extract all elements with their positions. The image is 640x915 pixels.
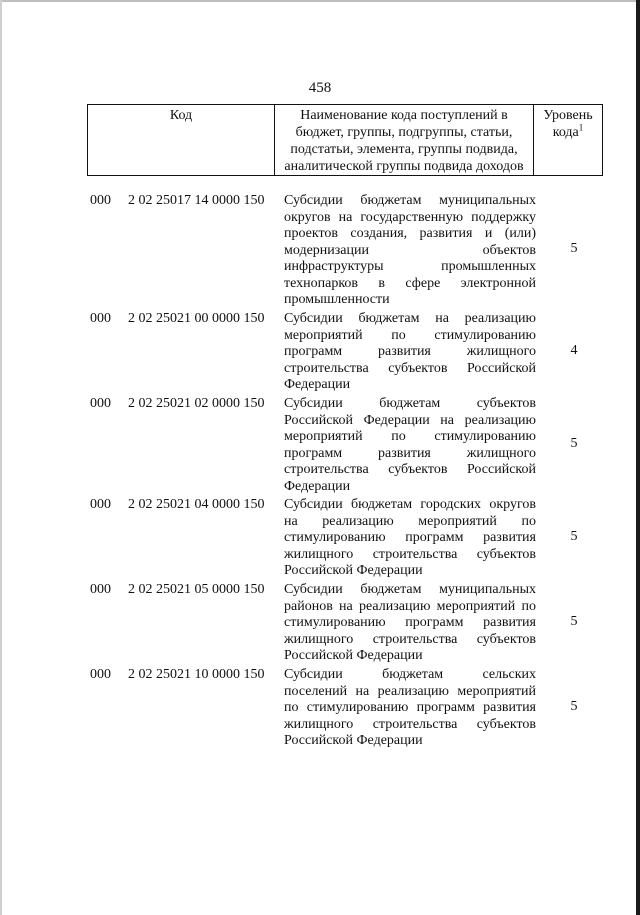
scan-edge-left: [0, 0, 2, 915]
income-name: [284, 193, 536, 309]
code-level: 5: [570, 614, 578, 629]
header-level-line2: кода: [552, 125, 579, 140]
income-name-line: программ развития жилищного: [284, 344, 536, 359]
income-code: 2 02 25021 10 0000 150: [128, 667, 265, 682]
code-level: 5: [570, 699, 578, 714]
header-level-cell: [534, 105, 603, 176]
income-name-line: мероприятий по стимулированию: [284, 429, 536, 444]
income-name-line: мероприятий по стимулированию: [284, 327, 536, 343]
income-name-line: Российской Федерации на реализацию: [284, 412, 536, 428]
income-name-line: поселений на реализацию мероприятий: [284, 683, 536, 699]
scan-edge-top: [0, 0, 640, 2]
income-name-line: стимулированию программ развития: [284, 530, 536, 545]
income-name-line: Субсидии бюджетам муниципальных: [284, 582, 536, 597]
income-name-line: Федерации: [284, 478, 351, 494]
header-code-label: Код: [169, 108, 193, 123]
income-code: 2 02 25017 14 0000 150: [128, 193, 265, 208]
income-name: [284, 497, 536, 580]
admin-code: 000: [90, 582, 111, 597]
income-name: [284, 311, 536, 394]
admin-code: 000: [90, 311, 111, 326]
page-number: 458: [308, 80, 332, 96]
income-code: 2 02 25021 04 0000 150: [128, 497, 265, 512]
income-name-line: проектов создания, развития и (или): [284, 226, 536, 241]
income-name-line: Федерации: [284, 377, 351, 392]
income-name-line: на реализацию мероприятий по: [284, 513, 536, 529]
income-name-line: Субсидии бюджетам сельских: [284, 667, 536, 682]
header-name-line: подстатьи, элемента, группы подвида,: [290, 142, 518, 157]
income-code: 2 02 25021 00 0000 150: [128, 311, 265, 326]
code-level: 5: [570, 529, 578, 544]
income-name-line: жилищного строительства субъектов: [284, 631, 536, 647]
header-code-cell: [88, 105, 275, 176]
income-name-line: районов на реализацию мероприятий по: [284, 598, 536, 614]
income-name-line: по стимулированию программ развития: [284, 700, 536, 715]
code-level: 4: [570, 343, 578, 358]
income-name-line: строительства субъектов Российской: [284, 360, 536, 376]
income-name-line: жилищного строительства субъектов: [284, 546, 536, 562]
income-name-line: Субсидии бюджетам субъектов: [284, 396, 536, 411]
income-name-line: технопарков в сфере электронной: [284, 275, 536, 291]
income-name-line: жилищного строительства субъектов: [284, 716, 536, 732]
income-name-line: программ развития жилищного: [284, 445, 536, 461]
header-level-line1: Уровень: [543, 108, 593, 123]
admin-code: 000: [90, 667, 111, 682]
admin-code: 000: [90, 396, 111, 411]
income-name-line: Субсидии бюджетам на реализацию: [284, 311, 536, 326]
header-name-cell: [275, 105, 534, 176]
income-name-line: Субсидии бюджетам муниципальных: [284, 193, 536, 208]
header-name-line: аналитической группы подвида доходов: [284, 159, 524, 174]
income-name: [284, 667, 536, 750]
code-level: 5: [570, 241, 578, 256]
income-name-line: Российской Федерации: [284, 563, 423, 578]
code-level: 5: [570, 436, 578, 451]
income-code: 2 02 25021 02 0000 150: [128, 396, 265, 411]
admin-code: 000: [90, 497, 111, 512]
income-name-line: инфраструктуры промышленных: [284, 259, 536, 274]
income-name-line: строительства субъектов Российской: [284, 462, 536, 477]
income-name-line: модернизации объектов: [284, 242, 536, 258]
income-name-line: промышленности: [284, 292, 390, 307]
header-name-line: Наименование кода поступлений в: [300, 108, 508, 123]
income-name-line: стимулированию программ развития: [284, 615, 536, 630]
admin-code: 000: [90, 193, 111, 208]
table-header: [87, 104, 603, 176]
scan-edge-right: [636, 0, 640, 915]
header-level-footnote: 1: [578, 122, 584, 133]
header-name-line: бюджет, группы, подгруппы, статьи,: [295, 125, 513, 140]
income-name-line: Субсидии бюджетам городских округов: [284, 497, 536, 512]
income-name: [284, 396, 536, 495]
income-code: 2 02 25021 05 0000 150: [128, 582, 265, 597]
income-name-line: Российской Федерации: [284, 648, 423, 663]
income-name-line: Российской Федерации: [284, 733, 423, 748]
income-name-line: округов на государственную поддержку: [284, 209, 536, 225]
income-name: [284, 582, 536, 665]
